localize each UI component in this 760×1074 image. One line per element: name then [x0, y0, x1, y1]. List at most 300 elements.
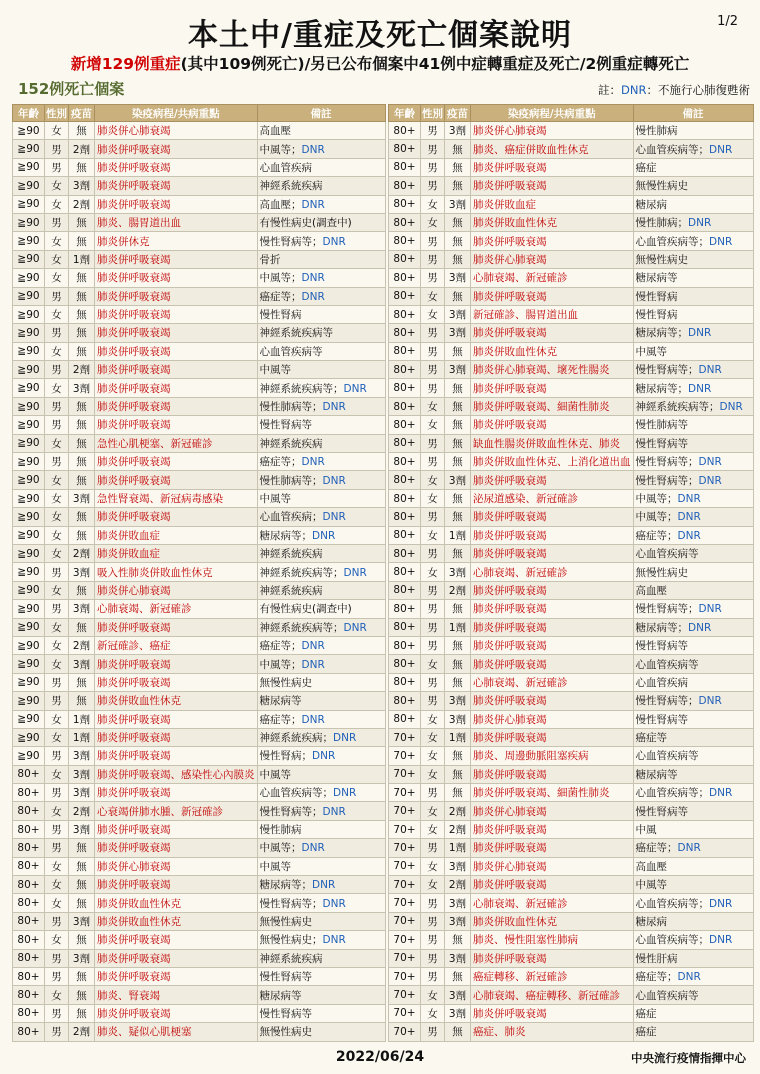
remarks-text: 慢性肺病； [635, 217, 688, 230]
dnr-label: DNR [322, 805, 346, 818]
remarks-cell: 癌症 [633, 1004, 753, 1022]
sex-cell: 女 [45, 489, 69, 507]
vaccine-cell: 3劑 [69, 563, 95, 581]
vaccine-cell: 無 [445, 434, 471, 452]
remarks-text: 中風等； [635, 493, 678, 505]
pathology-cell: 肺炎併敗血性休克 [471, 213, 634, 231]
vaccine-cell: 1劑 [69, 250, 95, 268]
age-cell: 80+ [389, 397, 421, 415]
remarks-cell: 骨折 [257, 250, 385, 268]
pathology-cell: 肺炎併呼吸衰竭 [471, 232, 634, 250]
age-cell: 80+ [389, 140, 421, 158]
sex-cell: 女 [45, 894, 69, 912]
sex-cell: 女 [45, 434, 69, 452]
age-cell: ≧90 [13, 710, 45, 728]
age-cell: ≧90 [13, 453, 45, 471]
table-row [389, 857, 754, 875]
remarks-cell: 心血管疾病等 [633, 655, 753, 673]
age-cell: ≧90 [13, 489, 45, 507]
table-row [389, 544, 754, 562]
sex-cell: 女 [45, 636, 69, 654]
vaccine-cell: 無 [69, 931, 95, 949]
table-row [389, 655, 754, 673]
dnr-label: DNR [301, 143, 325, 156]
vaccine-cell: 無 [445, 287, 471, 305]
age-cell: 80+ [13, 894, 45, 912]
remarks-cell: 癌症 [633, 158, 753, 176]
subtitle-highlight: 新增129例重症 [70, 55, 181, 73]
vaccine-cell: 3劑 [445, 692, 471, 710]
dnr-label: DNR [301, 713, 325, 726]
sex-cell: 男 [421, 673, 445, 691]
sex-cell: 男 [45, 784, 69, 802]
sex-cell: 男 [45, 673, 69, 691]
table-row [13, 361, 386, 379]
age-cell: ≧90 [13, 544, 45, 562]
age-cell: 80+ [389, 269, 421, 287]
remarks-text: 中風等； [635, 511, 678, 524]
table-body [389, 122, 754, 1042]
sex-cell: 女 [45, 232, 69, 250]
sex-cell: 男 [421, 232, 445, 250]
sex-cell: 女 [421, 305, 445, 323]
remarks-cell [257, 747, 385, 765]
remarks-cell [257, 839, 385, 857]
vaccine-cell: 無 [69, 397, 95, 415]
sex-cell: 男 [421, 177, 445, 195]
age-cell: 80+ [389, 600, 421, 618]
remarks-cell [633, 894, 753, 912]
table-row [13, 986, 386, 1004]
age-cell: ≧90 [13, 581, 45, 599]
sex-cell: 男 [45, 287, 69, 305]
dnr-label: DNR [333, 787, 357, 800]
remarks-text: 慢性腎病等； [635, 603, 699, 616]
remarks-text: 心血管疾病； [259, 511, 323, 524]
pathology-cell: 肺炎併呼吸衰竭 [471, 876, 634, 894]
sex-cell: 男 [421, 434, 445, 452]
remarks-text: 神經系統疾病等； [635, 401, 720, 414]
death-count: 152例死亡個案 [18, 80, 125, 98]
table-row [13, 471, 386, 489]
age-cell: 70+ [389, 728, 421, 746]
pathology-cell: 肺炎併敗血症 [471, 195, 634, 213]
vaccine-cell: 無 [445, 747, 471, 765]
pathology-cell: 肺炎併呼吸衰竭 [95, 250, 258, 268]
age-cell: ≧90 [13, 195, 45, 213]
vaccine-cell: 1劑 [445, 526, 471, 544]
column-header: 年齡 [389, 105, 421, 122]
table-row [13, 305, 386, 323]
age-cell: 70+ [389, 839, 421, 857]
sex-cell: 女 [421, 802, 445, 820]
age-cell: 80+ [389, 342, 421, 360]
age-cell: ≧90 [13, 526, 45, 544]
pathology-cell: 肺炎併呼吸衰竭、細菌性肺炎 [471, 784, 634, 802]
sex-cell: 女 [421, 416, 445, 434]
remarks-text: 心血管疾病等； [635, 897, 709, 910]
dnr-label: DNR [677, 529, 701, 542]
remarks-cell: 中風等 [633, 342, 753, 360]
vaccine-cell: 1劑 [445, 618, 471, 636]
age-cell: 80+ [389, 526, 421, 544]
vaccine-cell: 無 [445, 453, 471, 471]
vaccine-cell: 2劑 [445, 876, 471, 894]
age-cell: 80+ [389, 122, 421, 140]
vaccine-cell: 無 [445, 213, 471, 231]
sex-cell: 男 [45, 1023, 69, 1041]
sex-cell: 女 [421, 471, 445, 489]
remarks-cell [257, 471, 385, 489]
sex-cell: 男 [421, 839, 445, 857]
table-row [13, 710, 386, 728]
remarks-cell: 心血管疾病等 [257, 342, 385, 360]
sex-cell: 女 [45, 122, 69, 140]
table-row [389, 1023, 754, 1041]
remarks-cell: 心血管疾病 [257, 158, 385, 176]
remarks-cell: 慢性腎病等 [257, 416, 385, 434]
age-cell: 80+ [389, 453, 421, 471]
vaccine-cell: 3劑 [69, 949, 95, 967]
age-cell: 80+ [13, 876, 45, 894]
remarks-text: 慢性腎病等； [635, 364, 699, 377]
vaccine-cell: 無 [69, 213, 95, 231]
sex-cell: 女 [45, 508, 69, 526]
remarks-cell [633, 692, 753, 710]
sex-cell: 男 [421, 140, 445, 158]
dnr-label: DNR [709, 787, 733, 800]
pathology-cell: 肺炎併呼吸衰竭 [471, 324, 634, 342]
table-row [389, 618, 754, 636]
dnr-label: DNR [698, 603, 722, 616]
table-row [389, 416, 754, 434]
dnr-label: DNR [709, 934, 733, 947]
table-row [13, 232, 386, 250]
pathology-cell: 肺炎併呼吸衰竭 [471, 600, 634, 618]
remarks-cell: 中風等 [257, 765, 385, 783]
age-cell: ≧90 [13, 563, 45, 581]
age-cell: ≧90 [13, 434, 45, 452]
dnr-label: DNR [677, 493, 701, 505]
pathology-cell: 肺炎併呼吸衰竭 [95, 361, 258, 379]
pathology-cell: 肺炎併呼吸衰竭 [95, 931, 258, 949]
age-cell: 70+ [389, 784, 421, 802]
sex-cell: 男 [421, 636, 445, 654]
age-cell: 80+ [13, 765, 45, 783]
remarks-cell [257, 728, 385, 746]
remarks-cell: 中風 [633, 820, 753, 838]
pathology-cell: 心肺衰竭、新冠確診 [471, 894, 634, 912]
vaccine-cell: 3劑 [445, 122, 471, 140]
sex-cell: 女 [45, 269, 69, 287]
table-row [13, 489, 386, 507]
remarks-cell [257, 931, 385, 949]
vaccine-cell: 無 [69, 305, 95, 323]
sex-cell: 男 [45, 967, 69, 985]
vaccine-cell: 1劑 [69, 710, 95, 728]
vaccine-cell: 無 [69, 269, 95, 287]
vaccine-cell: 無 [445, 636, 471, 654]
remarks-cell: 無慢性病史 [633, 177, 753, 195]
sex-cell: 男 [421, 618, 445, 636]
remarks-text: 慢性腎病等； [259, 897, 323, 910]
table-row [389, 784, 754, 802]
remarks-text: 慢性腎病等； [635, 474, 699, 487]
vaccine-cell: 無 [69, 453, 95, 471]
table-row [389, 894, 754, 912]
table-row [389, 728, 754, 746]
table-row [13, 213, 386, 231]
sex-cell: 女 [45, 931, 69, 949]
dnr-label: DNR [322, 235, 346, 248]
vaccine-cell: 無 [69, 876, 95, 894]
vaccine-cell: 3劑 [69, 655, 95, 673]
column-header: 疫苗 [445, 105, 471, 122]
pathology-cell: 肺炎、周邊動脈阻塞疾病 [471, 747, 634, 765]
column-header: 染疫病程/共病重點 [471, 105, 634, 122]
table-row [13, 122, 386, 140]
dnr-label: DNR [301, 198, 325, 211]
remarks-cell: 慢性腎病 [257, 305, 385, 323]
vaccine-cell: 3劑 [445, 1004, 471, 1022]
vaccine-cell: 無 [445, 673, 471, 691]
sex-cell: 男 [421, 581, 445, 599]
vaccine-cell: 無 [69, 1004, 95, 1022]
pathology-cell: 心肺衰竭、新冠確診 [471, 269, 634, 287]
age-cell: ≧90 [13, 655, 45, 673]
pathology-cell: 肺炎併呼吸衰竭 [471, 287, 634, 305]
remarks-cell: 無慢性病史 [633, 250, 753, 268]
dnr-label: DNR [688, 327, 712, 340]
remarks-cell [633, 508, 753, 526]
age-cell: ≧90 [13, 269, 45, 287]
vaccine-cell: 2劑 [445, 820, 471, 838]
remarks-cell: 有慢性病史(調查中) [257, 600, 385, 618]
age-cell: ≧90 [13, 305, 45, 323]
remarks-cell: 糖尿病 [633, 195, 753, 213]
pathology-cell: 肺炎併呼吸衰竭 [95, 342, 258, 360]
age-cell: ≧90 [13, 177, 45, 195]
remarks-text: 神經系統疾病等； [259, 382, 344, 395]
remarks-cell [257, 287, 385, 305]
age-cell: 80+ [389, 361, 421, 379]
pathology-cell: 肺炎併心肺衰竭 [471, 857, 634, 875]
table-row [13, 600, 386, 618]
remarks-cell [633, 600, 753, 618]
sex-cell: 男 [45, 563, 69, 581]
table-row [389, 250, 754, 268]
sex-cell: 男 [45, 140, 69, 158]
pathology-cell: 肺炎併呼吸衰竭 [95, 618, 258, 636]
table-row [13, 967, 386, 985]
sex-cell: 男 [421, 912, 445, 930]
remarks-text: 心血管疾病等； [635, 235, 709, 248]
sex-cell: 男 [45, 912, 69, 930]
table-row [13, 397, 386, 415]
vaccine-cell: 無 [445, 489, 471, 507]
pathology-cell: 心肺衰竭、新冠確診 [471, 673, 634, 691]
pathology-cell: 肺炎併呼吸衰竭 [95, 471, 258, 489]
vaccine-cell: 3劑 [445, 563, 471, 581]
table-row [13, 287, 386, 305]
remarks-cell: 慢性肺病 [633, 122, 753, 140]
sex-cell: 女 [45, 728, 69, 746]
vaccine-cell: 3劑 [445, 269, 471, 287]
pathology-cell: 肺炎併呼吸衰竭 [95, 269, 258, 287]
table-row [13, 250, 386, 268]
dnr-label: DNR [343, 621, 367, 634]
table-row [389, 508, 754, 526]
pathology-cell: 肺炎併心肺衰竭 [471, 250, 634, 268]
remarks-cell: 神經系統疾病 [257, 544, 385, 562]
page-title: 本土中/重症及死亡個案說明 [188, 18, 572, 53]
dnr-label: DNR [709, 143, 733, 156]
vaccine-cell: 3劑 [445, 471, 471, 489]
remarks-cell: 神經系統疾病 [257, 949, 385, 967]
pathology-cell: 新冠確診、癌症 [95, 636, 258, 654]
remarks-cell [633, 931, 753, 949]
age-cell: 80+ [13, 931, 45, 949]
table-row [13, 931, 386, 949]
pathology-cell: 肺炎併呼吸衰竭 [95, 655, 258, 673]
table-row [389, 636, 754, 654]
age-cell: 80+ [13, 1004, 45, 1022]
age-cell: 80+ [13, 986, 45, 1004]
sex-cell: 女 [45, 471, 69, 489]
sex-cell: 男 [45, 158, 69, 176]
remarks-text: 中風等； [259, 143, 302, 156]
cases-table-right [388, 104, 754, 1042]
vaccine-cell: 無 [445, 158, 471, 176]
vaccine-cell: 3劑 [445, 195, 471, 213]
footer-date: 2022/06/24 [335, 1049, 425, 1065]
vaccine-cell: 3劑 [445, 857, 471, 875]
pathology-cell: 肺炎、癌症併敗血性休克 [471, 140, 634, 158]
column-header: 備註 [257, 105, 385, 122]
sex-cell: 女 [421, 876, 445, 894]
pathology-cell: 肺炎併呼吸衰竭 [95, 784, 258, 802]
table-row [389, 820, 754, 838]
vaccine-cell: 3劑 [445, 305, 471, 323]
pathology-cell: 肺炎併敗血症 [95, 526, 258, 544]
age-cell: 80+ [13, 839, 45, 857]
pathology-cell: 肺炎併呼吸衰竭 [471, 839, 634, 857]
vaccine-cell: 3劑 [69, 820, 95, 838]
vaccine-cell: 無 [69, 894, 95, 912]
dnr-label: DNR [698, 456, 722, 469]
age-cell: ≧90 [13, 213, 45, 231]
pathology-cell: 肺炎併呼吸衰竭 [95, 195, 258, 213]
pathology-cell: 肺炎併敗血症 [95, 544, 258, 562]
pathology-cell: 肺炎併呼吸衰竭 [471, 471, 634, 489]
age-cell: 80+ [389, 489, 421, 507]
table-row [13, 784, 386, 802]
table-header-row [13, 105, 386, 122]
vaccine-cell: 無 [445, 931, 471, 949]
age-cell: 80+ [13, 1023, 45, 1041]
remarks-cell: 慢性肺病等 [633, 416, 753, 434]
sex-cell: 男 [421, 784, 445, 802]
table-row [389, 140, 754, 158]
sex-cell: 男 [421, 453, 445, 471]
pathology-cell: 肺炎併呼吸衰竭 [471, 1004, 634, 1022]
note-prefix: 註： [598, 83, 622, 97]
age-cell: ≧90 [13, 673, 45, 691]
age-cell: 80+ [13, 784, 45, 802]
age-cell: 80+ [389, 158, 421, 176]
age-cell: 70+ [389, 912, 421, 930]
sex-cell: 女 [421, 747, 445, 765]
remarks-cell: 神經系統疾病 [257, 581, 385, 599]
vaccine-cell: 3劑 [445, 986, 471, 1004]
sex-cell: 女 [45, 250, 69, 268]
age-cell: 80+ [389, 232, 421, 250]
sex-cell: 男 [421, 949, 445, 967]
sex-cell: 男 [421, 967, 445, 985]
footer-org: 中央流行疫情指揮中心 [631, 1051, 746, 1065]
age-cell: ≧90 [13, 250, 45, 268]
age-cell: ≧90 [13, 618, 45, 636]
remarks-text: 神經系統疾病等； [259, 621, 344, 634]
remarks-cell: 慢性腎病 [633, 287, 753, 305]
sex-cell: 男 [421, 1023, 445, 1041]
table-row [13, 728, 386, 746]
remarks-text: 高血壓； [259, 198, 302, 211]
vaccine-cell: 無 [445, 600, 471, 618]
table-row [389, 453, 754, 471]
age-cell: 80+ [13, 857, 45, 875]
sex-cell: 女 [421, 857, 445, 875]
age-cell: 80+ [13, 949, 45, 967]
remarks-cell [633, 213, 753, 231]
sex-cell: 男 [421, 122, 445, 140]
vaccine-cell: 無 [445, 784, 471, 802]
pathology-cell: 肺炎、疑似心肌梗塞 [95, 1023, 258, 1041]
age-cell: ≧90 [13, 471, 45, 489]
vaccine-cell: 3劑 [445, 710, 471, 728]
sex-cell: 女 [45, 544, 69, 562]
age-cell: 80+ [389, 673, 421, 691]
remarks-text: 癌症等； [635, 971, 678, 984]
sex-cell: 女 [45, 305, 69, 323]
table-row [389, 122, 754, 140]
age-cell: 70+ [389, 1023, 421, 1041]
remarks-cell [633, 232, 753, 250]
remarks-cell: 糖尿病 [633, 912, 753, 930]
pathology-cell: 肺炎併呼吸衰竭 [95, 876, 258, 894]
pathology-cell: 心衰竭併肺水腫、新冠確診 [95, 802, 258, 820]
remarks-cell [257, 802, 385, 820]
pathology-cell: 肺炎併呼吸衰竭 [471, 508, 634, 526]
table-row [13, 655, 386, 673]
age-cell: ≧90 [13, 287, 45, 305]
sex-cell: 男 [45, 361, 69, 379]
sex-cell: 女 [45, 379, 69, 397]
pathology-cell: 肺炎併呼吸衰竭 [471, 949, 634, 967]
age-cell: 70+ [389, 1004, 421, 1022]
remarks-cell [257, 453, 385, 471]
pathology-cell: 肺炎併呼吸衰竭 [95, 177, 258, 195]
sex-cell: 男 [421, 894, 445, 912]
dnr-label: DNR [301, 290, 325, 303]
remarks-cell [257, 636, 385, 654]
sex-cell: 女 [421, 710, 445, 728]
vaccine-cell: 3劑 [69, 177, 95, 195]
sex-cell: 男 [45, 213, 69, 231]
vaccine-cell: 無 [445, 967, 471, 985]
age-cell: 70+ [389, 857, 421, 875]
table-row [389, 563, 754, 581]
